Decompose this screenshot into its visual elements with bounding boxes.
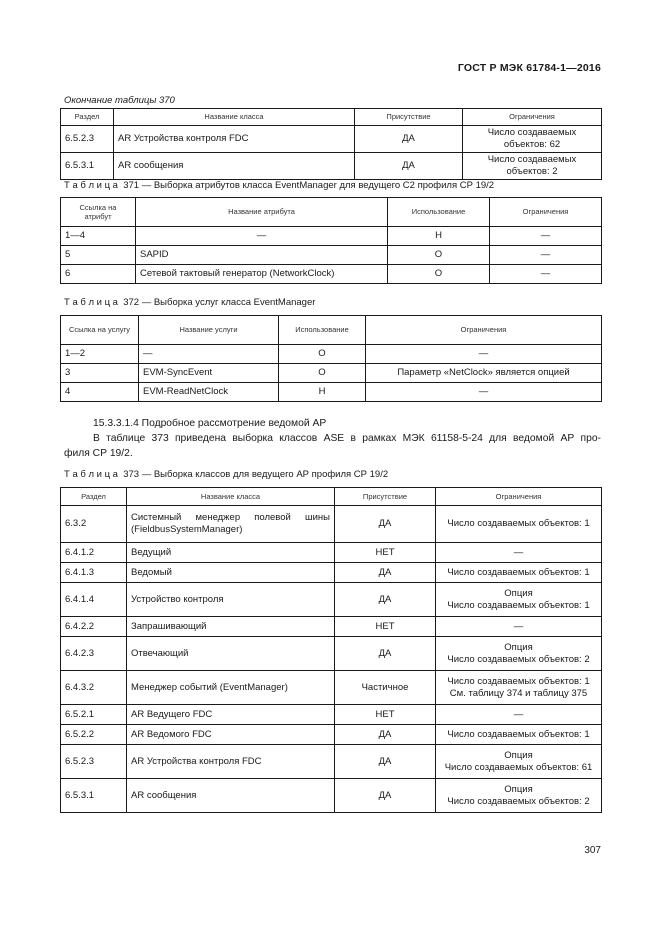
cell-line: AR Ведомого FDC [131,728,212,740]
cell [335,671,436,705]
cell-line: Опция [504,641,533,653]
cell [127,745,335,779]
cell [335,745,436,779]
table-373-header [61,488,602,506]
cell: — [490,227,602,246]
table-371 [60,197,602,284]
cell [127,506,335,543]
cell: — [490,265,602,284]
cell [61,637,127,671]
cell-line: Менеджер событий (EventManager) [131,681,288,693]
cell-line: Число создаваемых объектов: 1 [447,599,590,611]
cell-line: — [513,546,524,558]
cell [335,506,436,543]
cell: Число создаваемых объектов: 2 [463,152,602,179]
cell: 6.5.3.1 [61,152,114,179]
cell [61,725,127,745]
cell [127,637,335,671]
cell-line: ДА [378,566,392,578]
cell [127,563,335,583]
cell-line: Отвечающий [131,647,189,659]
column-header: Присутствие [335,488,436,506]
table-row [61,543,602,563]
cell-line: Ведущий [131,546,172,558]
cell [127,543,335,563]
table-373-caption: Т а б л и ц а 373 — Выборка классов для ведущего АР профиля СР 19/2 [64,469,389,480]
column-header: Ограничения [366,316,602,345]
cell: EVM-ReadNetClock [139,383,279,402]
cell: Параметр «NetClock» является опцией [366,364,602,383]
cell [436,563,602,583]
cell-line: 6.4.1.4 [65,593,95,605]
cell: Н [388,227,490,246]
cell [127,779,335,813]
cell-line: Число создаваемых объектов: 2 [447,653,590,665]
cell-line: Частичное [361,681,409,693]
column-header: Использование [279,316,366,345]
table-row [61,126,602,153]
cell-line: Число создаваемых объектов: 1 [447,675,590,687]
cell-line: Опция [504,783,533,795]
cell: AR Устройства контроля FDC [114,126,355,153]
cell-line: ДА [378,728,392,740]
table-row [61,246,602,265]
column-header: Название класса [114,109,355,126]
table-row [61,506,602,543]
page-number: 307 [584,845,601,856]
cell-line: См. таблицу 374 и таблицу 375 [449,687,588,699]
table-372-caption: Т а б л и ц а 372 — Выборка услуг класса EventManager [64,297,316,308]
cell-line: НЕТ [375,708,395,720]
column-header: Присутствие [355,109,463,126]
table-row [61,563,602,583]
cell: Н [279,383,366,402]
column-header: Ограничения [463,109,602,126]
table-row [61,227,602,246]
cell [61,583,127,617]
cell: О [279,364,366,383]
table-370-header [61,109,602,126]
cell-line: 6.4.2.3 [65,647,95,659]
table-row [61,671,602,705]
cell-line: Число создаваемых объектов: 2 [447,795,590,807]
cell-line: Число создаваемых объектов: 1 [447,566,590,578]
cell [436,705,602,725]
cell-line: ДА [378,647,392,659]
cell [436,506,602,543]
cell: AR сообщения [114,152,355,179]
cell [127,725,335,745]
table-370-caption: Окончание таблицы 370 [64,95,175,106]
cell [335,705,436,725]
table-373-body [61,506,602,813]
table-370 [60,108,602,180]
cell-line: Опция [504,587,533,599]
cell-line: AR Устройства контроля FDC [131,755,262,767]
cell-line: — [513,620,524,632]
cell [61,779,127,813]
column-header: Ссылка на услугу [61,316,139,345]
cell [335,543,436,563]
cell: ДА [355,126,463,153]
cell: — [366,345,602,364]
table-row [61,583,602,617]
column-header: Название класса [127,488,335,506]
cell: EVM-SyncEvent [139,364,279,383]
cell [127,617,335,637]
cell [436,779,602,813]
cell-line: Ведомый [131,566,172,578]
cell-line: Устройство контроля [131,593,224,605]
cell-line: 6.4.2.2 [65,620,95,632]
column-header: Название атрибута [136,198,388,227]
column-header: Название услуги [139,316,279,345]
cell-line: Число создаваемых объектов: 1 [447,518,590,530]
table-row [61,617,602,637]
cell: 3 [61,364,139,383]
cell-line: 6.4.1.2 [65,546,95,558]
cell-line: НЕТ [375,620,395,632]
cell: — [490,246,602,265]
table-row [61,364,602,383]
column-header: Раздел [61,109,114,126]
document-id: ГОСТ Р МЭК 61784-1—2016 [457,62,601,74]
table-372 [60,315,602,402]
cell [127,583,335,617]
cell-line: 6.5.3.1 [65,789,95,801]
cell: Сетевой тактовый генератор (NetworkClock) [136,265,388,284]
cell: 6 [61,265,136,284]
cell-line: ДА [378,593,392,605]
cell-line: ДА [378,755,392,767]
cell [61,705,127,725]
column-header: Ограничения [436,488,602,506]
section-heading: 15.3.3.1.4 Подробное рассмотрение ведомой АР [93,418,327,429]
cell [436,671,602,705]
cell: 5 [61,246,136,265]
cell [436,725,602,745]
table-row [61,383,602,402]
cell-line: ДА [378,518,392,530]
cell: О [388,265,490,284]
cell-line: 6.3.2 [65,518,87,530]
cell: 1—4 [61,227,136,246]
cell: О [279,345,366,364]
cell [436,637,602,671]
table-row [61,779,602,813]
cell [61,617,127,637]
cell [436,745,602,779]
cell: 1—2 [61,345,139,364]
cell [436,543,602,563]
column-header: Ссылка на атрибут [61,198,136,227]
section-paragraph-line-1: В таблице 373 приведена выборка классов ASE в рамках МЭК 61158-5-24 для ведомой АР про- [93,433,601,444]
cell: 4 [61,383,139,402]
cell [335,779,436,813]
cell [335,637,436,671]
table-row [61,637,602,671]
cell-line: 6.5.2.1 [65,708,95,720]
cell [335,563,436,583]
cell-line: Запрашивающий [131,620,207,632]
cell: 6.5.2.3 [61,126,114,153]
column-header: Раздел [61,488,127,506]
cell-line: Число создаваемых объектов: 61 [444,761,593,773]
cell: — [366,383,602,402]
table-row [61,152,602,179]
table-372-header [61,316,602,345]
cell: Число создаваемых объектов: 62 [463,126,602,153]
cell [127,705,335,725]
cell-line: 6.4.3.2 [65,681,95,693]
table-371-header [61,198,602,227]
cell [335,725,436,745]
column-header: Ограничения [490,198,602,227]
section-paragraph-line-2: филя СР 19/2. [64,448,133,459]
cell-line: 6.5.2.2 [65,728,95,740]
cell: ДА [355,152,463,179]
cell [127,671,335,705]
cell-line: Число создаваемых объектов: 1 [447,728,590,740]
cell: — [139,345,279,364]
cell [61,563,127,583]
cell-line: (FieldbusSystemManager) [131,524,243,535]
cell [61,543,127,563]
cell-line: ДА [378,789,392,801]
cell [436,583,602,617]
table-371-caption: Т а б л и ц а 371 — Выборка атрибутов класса EventManager для ведущего С2 профиля СР 19/2 [64,180,495,191]
cell [335,617,436,637]
table-row [61,265,602,284]
cell [335,583,436,617]
table-row [61,725,602,745]
cell-line: 6.4.1.3 [65,566,95,578]
cell [61,506,127,543]
cell-line: Опция [504,749,533,761]
cell-line: AR Ведущего FDC [131,708,213,720]
table-row [61,345,602,364]
cell: О [388,246,490,265]
cell-line: — [513,708,524,720]
table-row [61,745,602,779]
cell: SAPID [136,246,388,265]
cell [61,745,127,779]
column-header: Использование [388,198,490,227]
cell-line: AR сообщения [131,789,197,801]
table-row [61,705,602,725]
cell [61,671,127,705]
table-373 [60,487,602,813]
cell-line: НЕТ [375,546,395,558]
cell-line: 6.5.2.3 [65,755,95,767]
cell-line: Системный менеджер полевой шины [131,512,330,524]
cell [436,617,602,637]
cell: — [136,227,388,246]
